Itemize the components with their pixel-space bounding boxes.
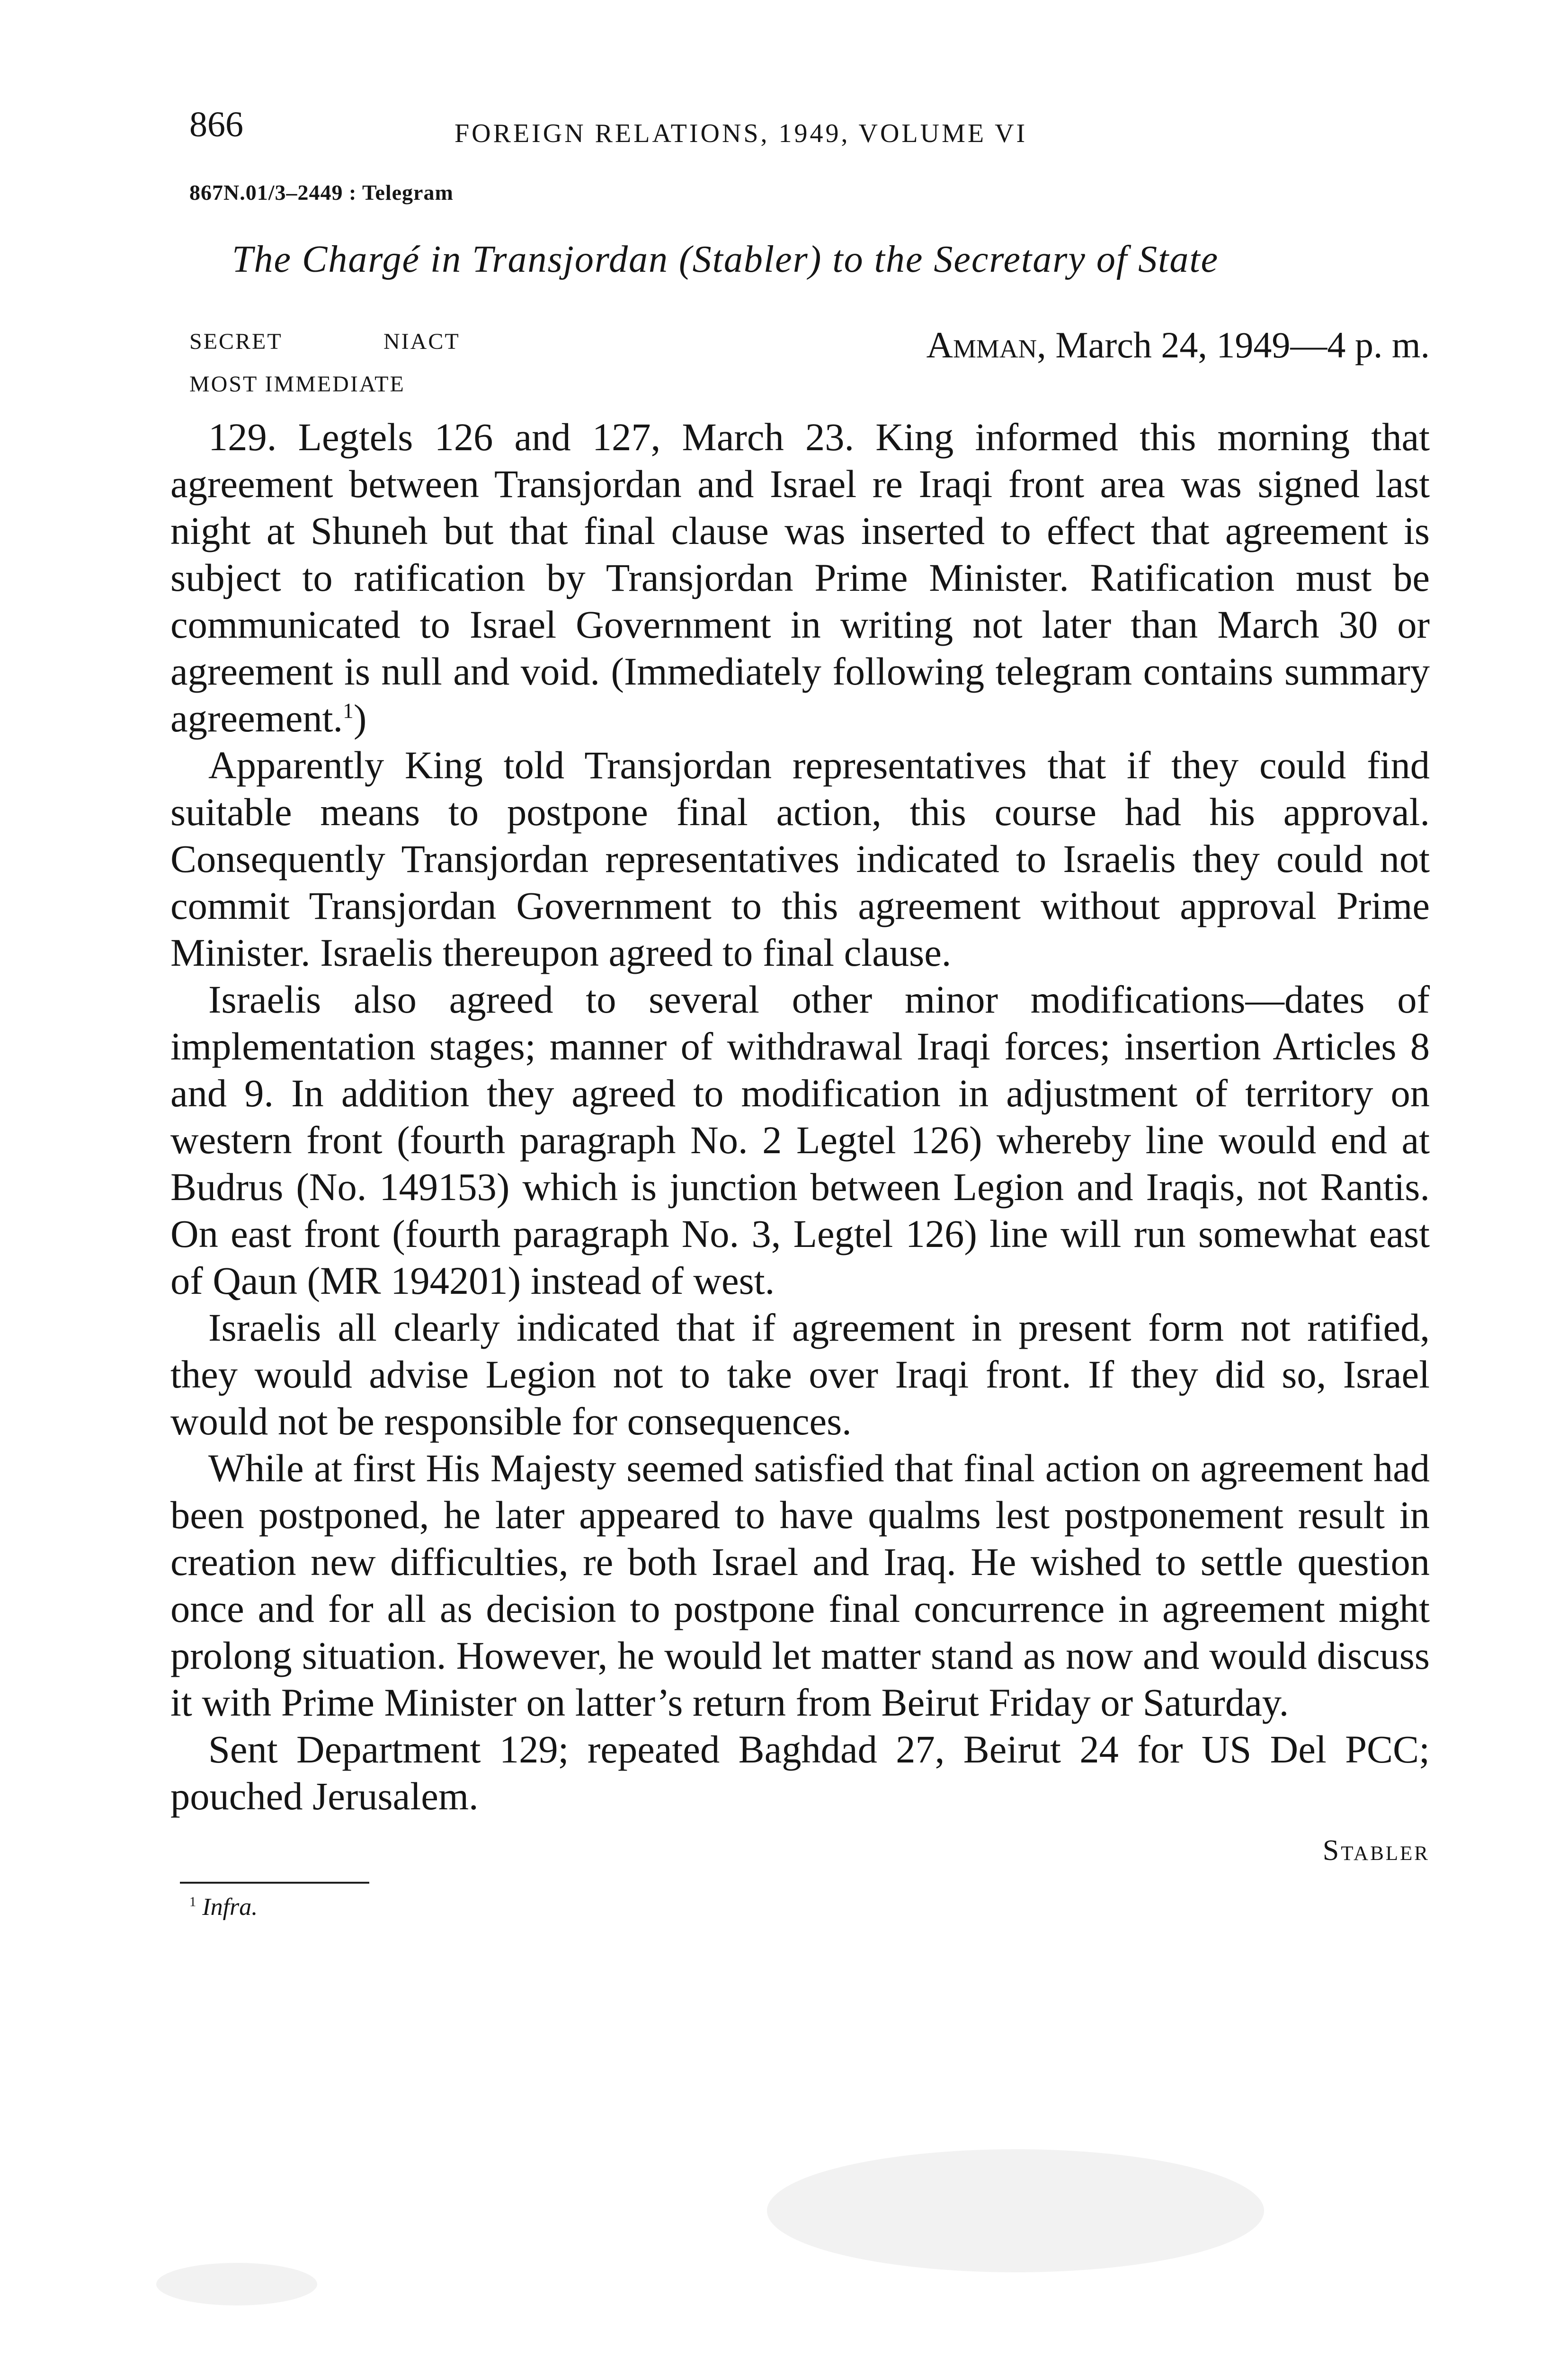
paragraph-2: Apparently King told Transjordan representatives that if they could find suitable means to postpone final action, this course had his approval. Consequently Transjordan representatives indicated to Israelis they could not commit Transjordan Government to this agreement without approval Prime Minister. Israelis thereupon agreed to final clause. bbox=[170, 743, 1430, 974]
paragraph-1-close: ) bbox=[353, 696, 367, 740]
signature: Stabler bbox=[1322, 1834, 1430, 1867]
file-number: 867N.01/3–2449 : Telegram bbox=[189, 180, 454, 205]
document-page bbox=[170, 95, 1430, 1921]
footnote-reference: 1 bbox=[343, 699, 354, 723]
dateline-date: March 24, 1949—4 p. m. bbox=[1055, 324, 1430, 365]
dateline bbox=[927, 324, 1430, 366]
scan-smudge bbox=[156, 2263, 317, 2305]
paragraph-1 bbox=[170, 414, 1430, 742]
paragraph-1-text: 129. Legtels 126 and 127, March 23. King informed this morning that agreement between Transjordan and Israel re Iraqi front area was signed last night at Shuneh but that final clause was inserted to effect that agreement is subject to ratification by Transjordan Prime Minister. Ratification must be communicated to Israel Government in writing not later than March 30 or agreement is null and void. (Immediately following telegram contains summary agreement. bbox=[170, 415, 1430, 740]
handling-marker: NIACT bbox=[383, 329, 460, 354]
footnote-rule bbox=[180, 1882, 369, 1884]
document-title: The Chargé in Transjordan (Stabler) to the Secretary of State bbox=[232, 239, 1219, 280]
telegram-body bbox=[170, 414, 1430, 1820]
footnote-text: Infra. bbox=[202, 1894, 258, 1921]
paragraph-3: Israelis also agreed to several other minor modifications—dates of implementation stages; manner of withdrawal Iraqi forces; insertion Articles 8 and 9. In addition they agreed to modification in adjustment of territory on western front (fourth paragraph No. 2 Legtel 126) whereby line would end at Budrus (No. 149153) which is junction between Legion and Iraqis, not Rantis. On east front (fourth paragraph No. 3, Legtel 126) line will run somewhat east of Qaun (MR 194201) instead of west. bbox=[170, 978, 1430, 1302]
paragraph-4: Israelis all clearly indicated that if agreement in present form not ratified, they would advise Legion not to take over Iraqi front. If they did so, Israel would not be responsible for consequences. bbox=[170, 1306, 1430, 1443]
precedence: MOST IMMEDIATE bbox=[189, 372, 405, 397]
running-head bbox=[170, 95, 1430, 151]
running-title: FOREIGN RELATIONS, 1949, VOLUME VI bbox=[454, 119, 1028, 148]
footnote bbox=[189, 1893, 1430, 1921]
scan-smudge bbox=[767, 2149, 1264, 2272]
classification: SECRET bbox=[189, 329, 283, 354]
footnote-marker: 1 bbox=[189, 1895, 196, 1910]
dateline-place: Amman, bbox=[926, 324, 1046, 365]
page-number: 866 bbox=[189, 105, 243, 144]
paragraph-5: While at first His Majesty seemed satisfied that final action on agreement had been postponed, he later appeared to have qualms lest postponement result in creation new difficulties, re both Israel and Iraq. He wished to settle question once and for all as decision to postpone final concurrence in agreement might prolong situation. However, he would let matter stand as now and would discuss it with Prime Minister on latter’s return from Beirut Friday or Saturday. bbox=[170, 1446, 1430, 1724]
paragraph-6: Sent Department 129; repeated Baghdad 27, Beirut 24 for US Del PCC; pouched Jerusalem. bbox=[170, 1727, 1430, 1818]
telegram-header bbox=[170, 324, 1430, 414]
